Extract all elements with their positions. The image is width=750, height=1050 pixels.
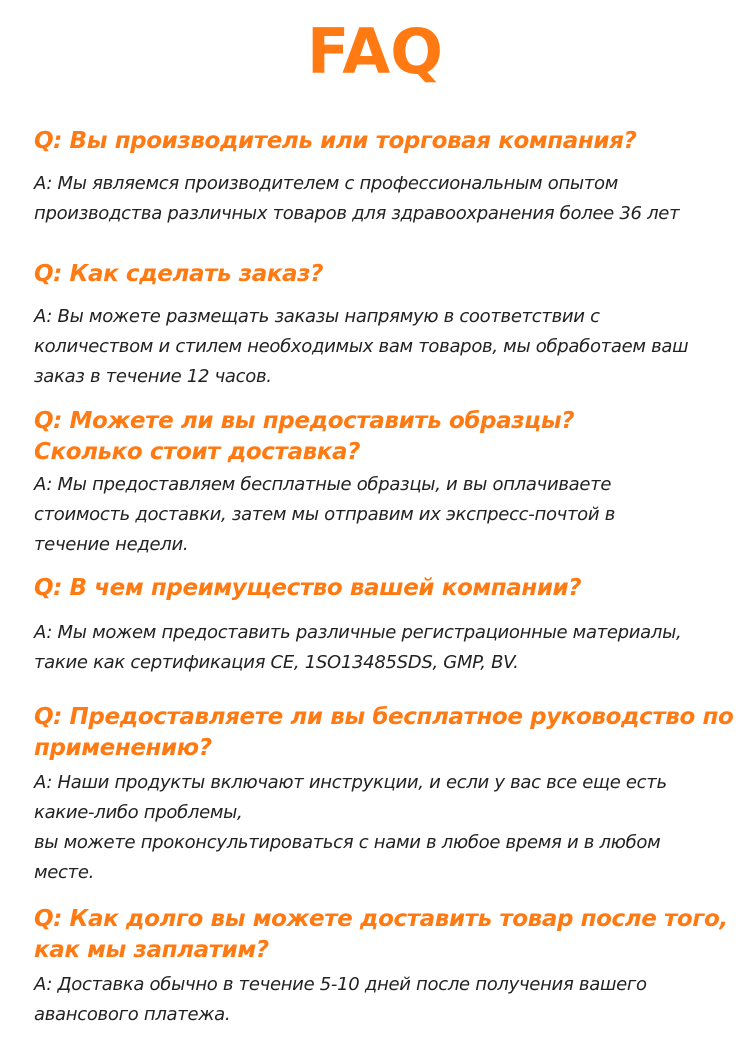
faq-answer bbox=[34, 470, 734, 560]
faq-item bbox=[34, 406, 734, 560]
faq-item bbox=[34, 702, 734, 888]
faq-question bbox=[34, 406, 734, 468]
answer-line: A: Мы являемся производителем с профессиональным опытом bbox=[34, 173, 619, 194]
answer-line: заказ в течение 12 часов. bbox=[34, 366, 272, 387]
question-line: Q: Вы производитель или торговая компания? bbox=[34, 128, 637, 154]
page-title: FAQ bbox=[307, 15, 443, 88]
answer-line: производства различных товаров для здравоохранения более 36 лет bbox=[34, 203, 680, 224]
faq-item bbox=[34, 573, 734, 678]
answer-line: A: Мы предоставляем бесплатные образцы, и вы оплачиваете bbox=[34, 474, 612, 495]
question-line: применению? bbox=[34, 735, 212, 761]
answer-line: вы можете проконсультироваться с нами в любое время и в любом bbox=[34, 832, 661, 853]
answer-line: какие-либо проблемы, bbox=[34, 802, 243, 823]
question-line: Q: В чем преимущество вашей компании? bbox=[34, 575, 582, 601]
faq-answer bbox=[34, 970, 734, 1030]
answer-line: стоимость доставки, затем мы отправим их экспресс-почтой в bbox=[34, 504, 616, 525]
answer-line: авансового платежа. bbox=[34, 1004, 231, 1025]
question-line: Q: Можете ли вы предоставить образцы? bbox=[34, 408, 575, 434]
faq-question bbox=[34, 904, 734, 966]
answer-line: A: Мы можем предоставить различные регистрационные материалы, bbox=[34, 622, 682, 643]
faq-item bbox=[34, 259, 734, 392]
faq-answer bbox=[34, 768, 734, 888]
faq-question bbox=[34, 126, 734, 157]
faq-item bbox=[34, 126, 734, 229]
faq-question bbox=[34, 573, 734, 604]
faq-answer bbox=[34, 169, 734, 229]
answer-line: A: Вы можете размещать заказы напрямую в соответствии с bbox=[34, 306, 600, 327]
answer-line: A: Наши продукты включают инструкции, и если у вас все еще есть bbox=[34, 772, 667, 793]
faq-question bbox=[34, 702, 734, 764]
faq-item bbox=[34, 904, 734, 1030]
answer-line: A: Доставка обычно в течение 5-10 дней после получения вашего bbox=[34, 974, 647, 995]
answer-line: месте. bbox=[34, 862, 95, 883]
question-line: как мы заплатим? bbox=[34, 937, 269, 963]
answer-line: количеством и стилем необходимых вам товаров, мы обработаем ваш bbox=[34, 336, 689, 357]
question-line: Q: Как долго вы можете доставить товар после того, bbox=[34, 906, 728, 932]
faq-question bbox=[34, 259, 734, 290]
faq-answer bbox=[34, 618, 734, 678]
answer-line: течение недели. bbox=[34, 534, 189, 555]
question-line: Q: Как сделать заказ? bbox=[34, 261, 324, 287]
question-line: Сколько стоит доставка? bbox=[34, 439, 361, 465]
answer-line: такие как сертификация CE, 1SO13485SDS, GMP, BV. bbox=[34, 652, 519, 673]
question-line: Q: Предоставляете ли вы бесплатное руководство по bbox=[34, 704, 734, 730]
faq-answer bbox=[34, 302, 734, 392]
